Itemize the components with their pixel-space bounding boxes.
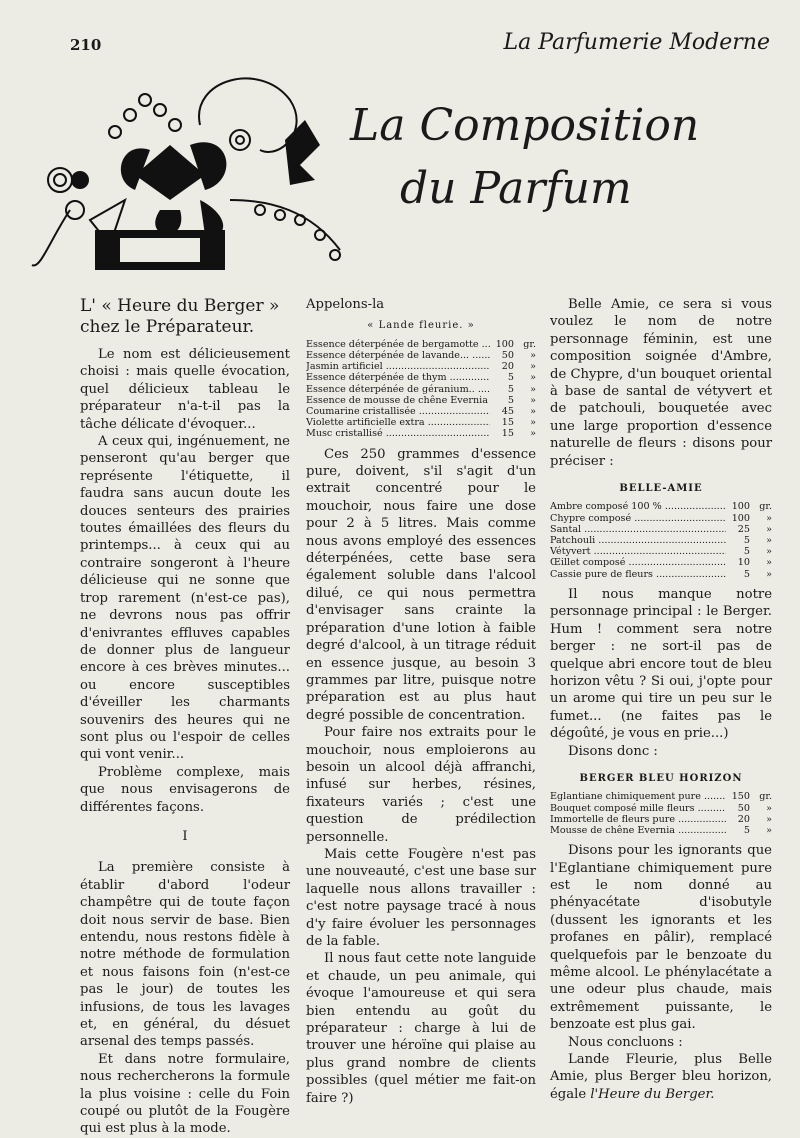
paragraph: Ces 250 grammes d'essence pure, doivent, s'il s'agit d'un extrait concentré pour le mouchoir, nous faire une dose pour 2 à 5 litres. Mais comme nous avons employé des essences déterpénées, cette base sera également soluble dans l'alcool dilué, ce qui nous permettra d'envisager sans crainte la préparation d'une lotion à faible degré d'alcool, à un titrage réduit en essence jusque, au besoin 3 grammes par litre, puisque notre préparation est au plus haut degré possible de concentration.	[306, 446, 536, 723]
paragraph: Le nom est délicieusement choisi : mais quelle évocation, quel délicieux tableau le préparateur n'a-t-il pas la tâche délicate d'évoquer...	[80, 347, 290, 432]
recipe-row: Ambre composé 100 % ..... 100 gr.	[550, 501, 772, 512]
title-line-1: La Composition	[350, 100, 700, 151]
paragraph: Nous concluons :	[568, 1034, 683, 1050]
closing-paragraph	[550, 1051, 772, 1103]
recipe-row: Essence de mousse de chêne Evernia ..... 5 »	[306, 395, 536, 406]
closing-title: l'Heure du Berger.	[590, 1086, 715, 1102]
floral-ornament	[30, 70, 360, 300]
paragraph: Appelons-la	[306, 297, 385, 312]
recipe-title: BELLE-AMIE	[619, 483, 703, 495]
section-heading: L' « Heure du Berger » chez le Préparateur.	[80, 296, 280, 337]
recipe-row: Violette artificielle extra ..... 15 »	[306, 417, 536, 428]
recipe-row: Jasmin artificiel ..... 20 »	[306, 361, 536, 372]
paragraph: Disons pour les ignorants que l'Eglantiane chimiquement pure est le nom donné au phényacétate d'isobutyle (dussent les ignorants et les profanes en pâlir), remplacé quelquefois par le benzoate du même alcool. Le phénylacétate a une odeur plus chaude, mais extrêmement puissante, le benzoate est plus gai.	[550, 843, 772, 1033]
recipe-row: Immortelle de fleurs pure ..... 20 »	[550, 814, 772, 825]
recipe-row: Œillet composé ..... 10 »	[550, 557, 772, 568]
recipe-row: Coumarine cristallisée ..... 45 »	[306, 406, 536, 417]
paragraph: Disons donc :	[568, 743, 658, 759]
journal-masthead: La Parfumerie Moderne	[503, 30, 770, 55]
column-3	[550, 296, 772, 1103]
paragraph: Et dans notre formulaire, nous rechercherons la formule la plus voisine : celle du Foin coupé ou plutôt de la Fougère qui est plus à la mode.	[80, 1051, 290, 1137]
recipe-row: Patchouli ..... 5 »	[550, 535, 772, 546]
paragraph: A ceux qui, ingénuement, ne penseront qu'au berger que représente l'étiquette, il faudra sans aucun doute les douces senteurs des prairies toutes émaillées des fleurs du printemps... à ceux qui au contraire songeront à l'heure délicieuse qui ne sonne que trop rarement (n'est-ce pas), ne devrons nous pas offrir d'enivrantes effluves capables de donner plus de langueur encore à ces brèves minutes... ou encore susceptibles d'éveiller les charmants souvenirs des heures qui ne sont plus ou l'espoir de celles qui vont venir...	[80, 434, 290, 763]
closing-text: Lande Fleurie, plus Belle Amie, plus Berger bleu horizon, égale	[550, 1052, 772, 1102]
recipe-row: Bouquet composé mille fleurs ..... 50 »	[550, 803, 772, 814]
paragraph: Problème complexe, mais que nous envisagerons de différentes façons.	[80, 764, 290, 815]
paragraph: Il nous manque notre personnage principal : le Berger. Hum ! comment sera notre berger : ne sort-il pas de quelque abri encore tout de bleu horizon vêtu ? Si oui, j'opte pour un arome qui tire un peu sur le fumet... (ne faites pas le dégoûté, je vous en prie...)	[550, 586, 772, 742]
title-line-2: du Parfum	[400, 163, 632, 214]
recipe-title: « Lande fleurie. »	[367, 320, 475, 332]
recipe-row: Santal ..... 25 »	[550, 524, 772, 535]
recipe-row: Musc cristallisé ..... 15 »	[306, 428, 536, 439]
recipe-row: Essence déterpénée de bergamotte ..... 100 gr.	[306, 339, 536, 350]
paragraph: Mais cette Fougère n'est pas une nouveauté, c'est une base sur laquelle nous allons travailler : c'est notre paysage tracé à nous d'y faire évoluer les personnages de la fable.	[306, 846, 536, 950]
recipe-row: Vétyvert ..... 5 »	[550, 546, 772, 557]
column-1	[80, 296, 290, 1138]
section-number: I	[182, 828, 188, 844]
recipe-row: Essence déterpénée de thym ..... 5 »	[306, 372, 536, 383]
recipe-title: BERGER BLEU HORIZON	[579, 772, 743, 784]
column-2	[306, 296, 536, 1107]
page-number: 210	[70, 36, 102, 54]
paragraph: Pour faire nos extraits pour le mouchoir, nous emploierons au besoin un alcool déjà affranchi, infusé sur herbes, résines, fixateurs variés ; c'est une question de prédilection personnelle.	[306, 725, 536, 845]
recipe-row: Eglantiane chimiquement pure ..... 150 gr.	[550, 791, 772, 802]
recipe-lande-fleurie	[306, 339, 536, 440]
recipe-belle-amie	[550, 501, 772, 579]
recipe-row: Essence déterpénée de lavande... ..... 50 »	[306, 350, 536, 361]
recipe-berger-bleu-horizon	[550, 791, 772, 836]
article-title	[350, 100, 790, 214]
paragraph: Il nous faut cette note languide et chaude, un peu animale, qui évoque l'amoureuse et qui sera bien entendu au goût du préparateur : charge à lui de trouver une héroïne qui plaise au plus grand nombre de clients possibles (quel métier me fait-on faire ?)	[306, 951, 536, 1106]
paragraph: Belle Amie, ce sera si vous voulez le nom de notre personnage féminin, est une composition soignée d'Ambre, de Chypre, d'un bouquet oriental à base de santal de vétyvert et de patchouli, bouquetée avec une large proportion d'essence naturelle de fleurs : disons pour préciser :	[550, 297, 772, 469]
recipe-row: Essence déterpénée de géranium.. ..... 5 »	[306, 384, 536, 395]
recipe-row: Cassie pure de fleurs ..... 5 »	[550, 569, 772, 580]
recipe-row: Mousse de chêne Evernia ..... 5 »	[550, 825, 772, 836]
recipe-row: Chypre composé ..... 100 »	[550, 513, 772, 524]
paragraph: La première consiste à établir d'abord l'odeur champêtre qui de toute façon doit nous servir de base. Bien entendu, nous restons fidèle à notre méthode de formulation et nous faisons foin (n'est-ce pas le jour) de toutes les infusions, de tous les lavages et, en général, du désuet arsenal des temps passés.	[80, 860, 290, 1050]
